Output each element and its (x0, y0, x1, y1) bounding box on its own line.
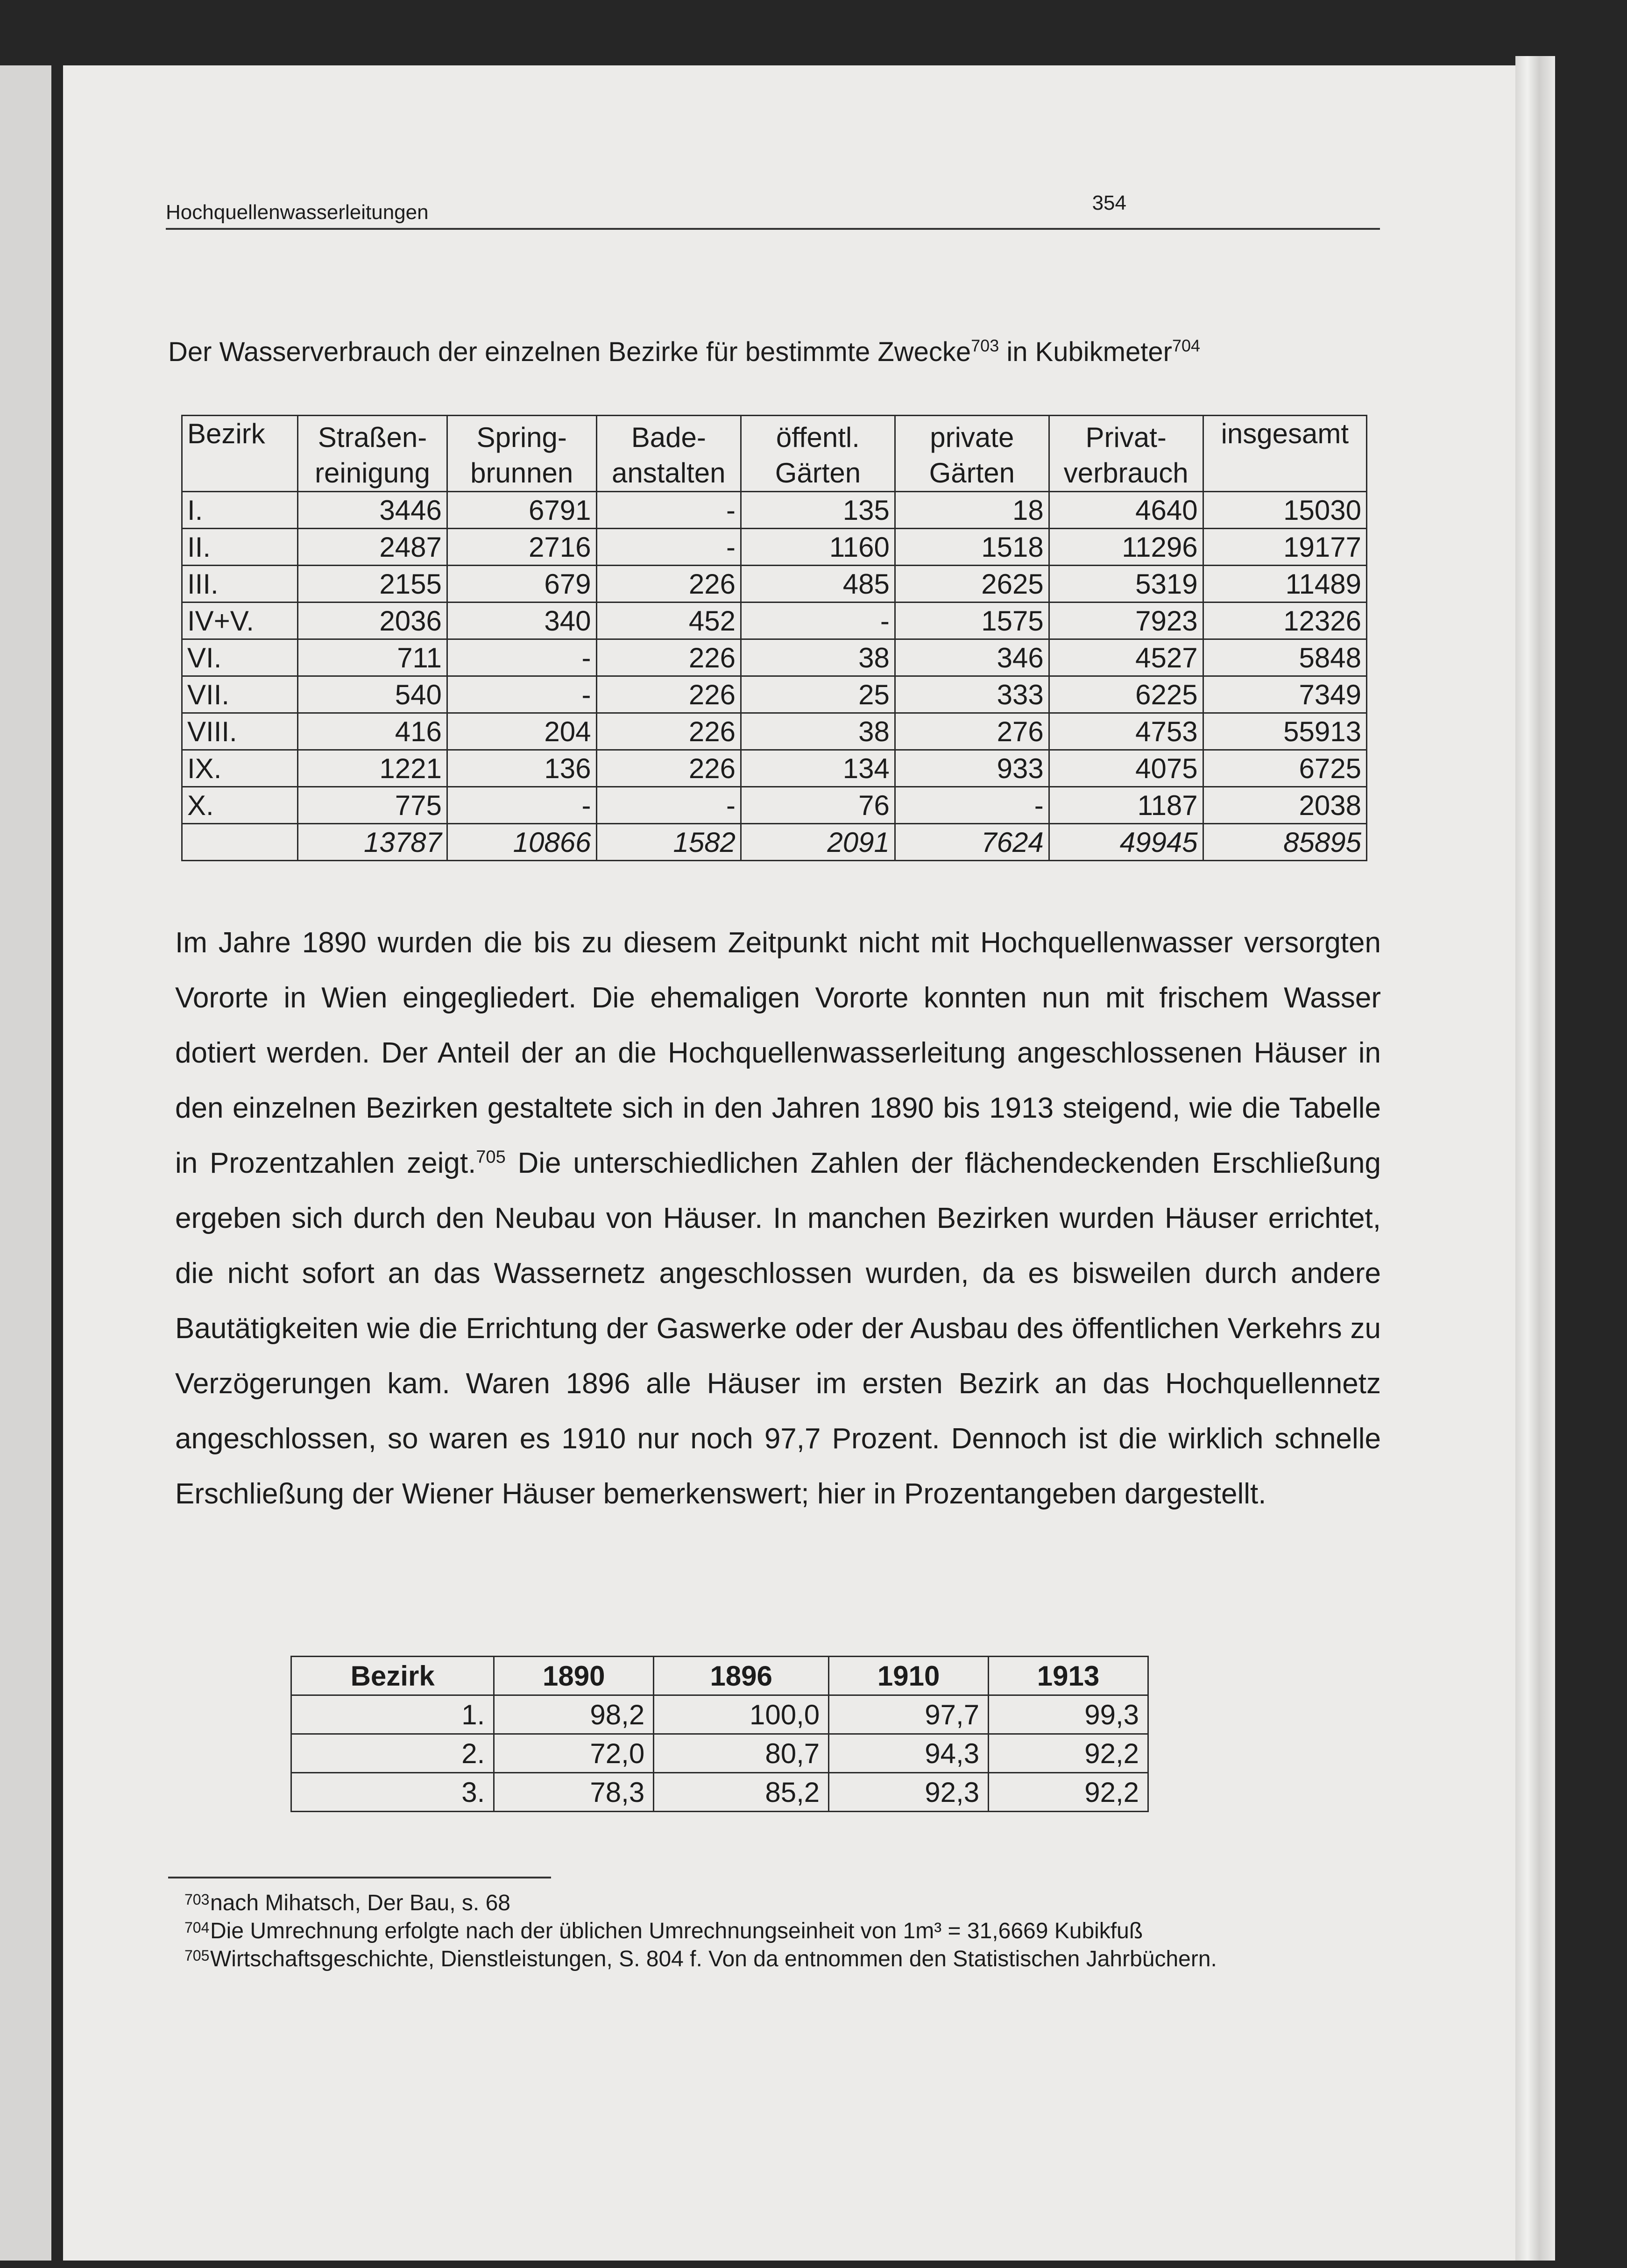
table-row (291, 1734, 1148, 1773)
table-cell: - (447, 787, 596, 824)
table-cell: VIII. (182, 713, 298, 750)
table-cell: 1160 (741, 529, 895, 566)
footnote: 705 Wirtschaftsgeschichte, Dienstleistungen, S. 804 f. Von da entnommen den Statistischen Jahrbüchern. (184, 1947, 1217, 1971)
table-cell: 2487 (298, 529, 447, 566)
table-cell: 38 (741, 639, 895, 676)
table-row (182, 566, 1367, 602)
header-cell: 1890 (494, 1657, 654, 1695)
table-cell: 226 (596, 639, 741, 676)
table-row (182, 492, 1367, 529)
footnote-ref-703: 703 (971, 336, 999, 355)
table-cell: 2. (291, 1734, 494, 1773)
table-cell: 13787 (298, 824, 447, 861)
table-cell: 1187 (1049, 787, 1203, 824)
page-stack-edge (1515, 56, 1555, 2261)
table-cell: 4753 (1049, 713, 1203, 750)
header-cell: Bezirk (291, 1657, 494, 1695)
body-paragraph: Im Jahre 1890 wurden die bis zu diesem Zeitpunkt nicht mit Hochquellenwasser versorgten Vororte in Wien eingegliedert. Die ehemaligen Vororte konnten nun mit frischem Wasser dotiert werden. Der Anteil der an die Hochquellenwasserleitung angeschlossenen Häuser in den einzelnen Bezirken gestaltete sich in den Jahren 1890 bis 1913 steigend, wie die Tabelle in Prozentzahlen zeigt.$^{705}$ Die unterschiedlichen Zahlen der flächendeckenden Erschließung ergeben sich durch den Neubau von Häuser. In manchen Bezirken wurden Häuser errichtet, die nicht sofort an das Wassernetz angeschlossen wurden, da es bisweilen durch andere Bautätigkeiten wie die Errichtung der Gaswerke oder der Ausbau des öffentlichen Verkehrs zu Verzögerungen kam. Waren 1896 alle Häuser im ersten Bezirk an das Hochquellennetz angeschlossen, so waren es 1910 nur noch 97,7 Prozent. Dennoch ist die wirklich schnelle Erschließung der Wiener Häuser bemerkenswert; hier in Prozentangeben dargestellt. (175, 927, 1381, 1510)
table-cell: - (596, 492, 741, 529)
facing-page-edge (0, 65, 51, 2261)
page-number: 354 (1092, 191, 1126, 214)
table-cell: I. (182, 492, 298, 529)
table-row (291, 1773, 1148, 1812)
table-cell: 98,2 (494, 1695, 654, 1734)
table-cell: 55913 (1203, 713, 1366, 750)
table-cell: 452 (596, 602, 741, 639)
header-cell-text: private Gärten (929, 422, 1015, 489)
table-cell: 94,3 (829, 1734, 989, 1773)
table-cell: 18 (895, 492, 1049, 529)
table-row (291, 1695, 1148, 1734)
header-cell: Bezirk (182, 416, 298, 492)
table-cell: 7923 (1049, 602, 1203, 639)
table-cell: 72,0 (494, 1734, 654, 1773)
table-cell: 92,3 (829, 1773, 989, 1812)
table-cell: 80,7 (654, 1734, 829, 1773)
table-cell: 2091 (741, 824, 895, 861)
table-cell: 11489 (1203, 566, 1366, 602)
table-cell: 485 (741, 566, 895, 602)
table-cell: 25 (741, 676, 895, 713)
table-cell: 2716 (447, 529, 596, 566)
table-header-row (291, 1657, 1148, 1695)
footnotes (184, 1889, 1352, 1973)
footnote-rule (168, 1877, 551, 1878)
table-cell (182, 824, 298, 861)
table-cell: VII. (182, 676, 298, 713)
table-row (182, 676, 1367, 713)
table-cell: 92,2 (989, 1734, 1148, 1773)
table-cell: 11296 (1049, 529, 1203, 566)
table-cell: - (596, 787, 741, 824)
table-cell: 1. (291, 1695, 494, 1734)
table-cell: - (741, 602, 895, 639)
header-cell (298, 416, 447, 492)
table-cell: 4640 (1049, 492, 1203, 529)
table-cell: 3446 (298, 492, 447, 529)
header-cell (447, 416, 596, 492)
table-cell: 2625 (895, 566, 1049, 602)
table-cell: 6791 (447, 492, 596, 529)
header-cell-text: Privat- verbrauch (1063, 422, 1188, 489)
table-cell: 679 (447, 566, 596, 602)
table-cell: 99,3 (989, 1695, 1148, 1734)
table-cell: 136 (447, 750, 596, 787)
header-cell (1049, 416, 1203, 492)
table-row (182, 639, 1367, 676)
table-cell: 2155 (298, 566, 447, 602)
header-cell: 1913 (989, 1657, 1148, 1695)
table-cell: 6225 (1049, 676, 1203, 713)
footnote-ref-705: 705 (476, 1147, 506, 1167)
table-cell: 775 (298, 787, 447, 824)
table-cell: 4527 (1049, 639, 1203, 676)
table-cell: 416 (298, 713, 447, 750)
table-cell: 933 (895, 750, 1049, 787)
table-row (182, 529, 1367, 566)
table-cell: VI. (182, 639, 298, 676)
table-row (182, 750, 1367, 787)
table-cell: 97,7 (829, 1695, 989, 1734)
header-cell: insgesamt (1203, 416, 1366, 492)
table-cell: 92,2 (989, 1773, 1148, 1812)
table-cell: 78,3 (494, 1773, 654, 1812)
connection-percentage-table (290, 1656, 1149, 1812)
header-cell-text: Straßen- reinigung (315, 422, 430, 489)
table-cell: 540 (298, 676, 447, 713)
table-cell: 1575 (895, 602, 1049, 639)
table-cell: 340 (447, 602, 596, 639)
footnote: 703 nach Mihatsch, Der Bau, s. 68 (184, 1891, 510, 1915)
table-cell: - (447, 676, 596, 713)
table-cell: 1518 (895, 529, 1049, 566)
running-head (105, 191, 1376, 229)
table-cell: 7349 (1203, 676, 1366, 713)
table-cell: 12326 (1203, 602, 1366, 639)
table-row (182, 713, 1367, 750)
table-cell: 346 (895, 639, 1049, 676)
table-cell: 276 (895, 713, 1049, 750)
table-cell: - (596, 529, 741, 566)
table-cell: IV+V. (182, 602, 298, 639)
table-cell: 1582 (596, 824, 741, 861)
table-cell: 135 (741, 492, 895, 529)
table-cell: 100,0 (654, 1695, 829, 1734)
water-consumption-table (181, 415, 1367, 861)
table-cell: - (895, 787, 1049, 824)
footnote: 704 Die Umrechnung erfolgte nach der üblichen Umrechnungseinheit von 1m³ = 31,6669 Kubikfuß (184, 1919, 1143, 1943)
table-cell: II. (182, 529, 298, 566)
table-header-row (182, 416, 1367, 492)
table-cell: 85895 (1203, 824, 1366, 861)
table-cell: 15030 (1203, 492, 1366, 529)
table-cell: 5319 (1049, 566, 1203, 602)
table-cell: 10866 (447, 824, 596, 861)
footnote-ref-704: 704 (1172, 336, 1201, 355)
table-cell: 5848 (1203, 639, 1366, 676)
table-cell: X. (182, 787, 298, 824)
table-cell: 7624 (895, 824, 1049, 861)
table-row (182, 787, 1367, 824)
table-cell: - (447, 639, 596, 676)
header-cell-text: Bade- anstalten (611, 422, 726, 489)
table-cell: 226 (596, 713, 741, 750)
table-cell: 3. (291, 1773, 494, 1812)
table-cell: 85,2 (654, 1773, 829, 1812)
header-cell: 1910 (829, 1657, 989, 1695)
header-cell: 1896 (654, 1657, 829, 1695)
table-cell: 226 (596, 566, 741, 602)
table-cell: 1221 (298, 750, 447, 787)
table-cell: 226 (596, 750, 741, 787)
header-cell-text: Spring- brunnen (470, 422, 573, 489)
table-cell: 134 (741, 750, 895, 787)
table-cell: 4075 (1049, 750, 1203, 787)
header-cell (741, 416, 895, 492)
table-row (182, 602, 1367, 639)
table-cell: 49945 (1049, 824, 1203, 861)
header-cell-text: öffentl. Gärten (775, 422, 861, 489)
table-cell: III. (182, 566, 298, 602)
running-head-title: Hochquellenwasserleitungen (166, 201, 429, 224)
table-cell: 204 (447, 713, 596, 750)
table-cell: 711 (298, 639, 447, 676)
table-cell: IX. (182, 750, 298, 787)
table-row (182, 824, 1367, 861)
table-cell: 2036 (298, 602, 447, 639)
table1-caption: Der Wasserverbrauch der einzelnen Bezirke für bestimmte Zwecke$^{703}$ in Kubikmeter$^{704}$ (168, 336, 1201, 367)
running-head-rule (166, 228, 1380, 230)
table-cell: 76 (741, 787, 895, 824)
header-cell (596, 416, 741, 492)
table-cell: 226 (596, 676, 741, 713)
table-cell: 19177 (1203, 529, 1366, 566)
header-cell (895, 416, 1049, 492)
table-cell: 333 (895, 676, 1049, 713)
table-cell: 2038 (1203, 787, 1366, 824)
table-cell: 6725 (1203, 750, 1366, 787)
table-cell: 38 (741, 713, 895, 750)
